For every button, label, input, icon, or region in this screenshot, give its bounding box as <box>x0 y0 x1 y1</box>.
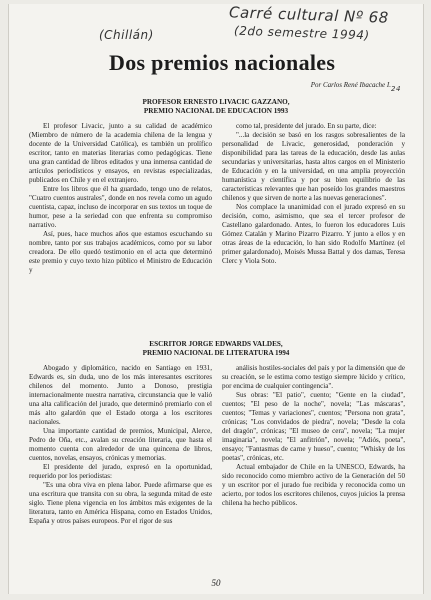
paragraph: Una importante cantidad de premios, Municipal, Alerce, Pedro de Oña, etc., avalan su creación literaria, que hasta el momento cuenta con alrededor de una quincena de libros, cuentos, novelas, ensayos, crónicas y memorias. <box>29 427 212 462</box>
paragraph: Abogado y diplomático, nacido en Santiago en 1931, Edwards es, sin duda, uno de los más interesantes escritores chilenos del momento. Junto a Donoso, prestigia internacionalmente nuestra narrativa, circunstancia que le valió una alta calificación del jurado, que determinó premiarlo con el más alto galardón que el Estado otorga a los escritores nacionales. <box>29 364 212 426</box>
section1-right-column <box>222 122 405 266</box>
section2-heading-line2: PREMIO NACIONAL DE LITERATURA 1994 <box>142 349 290 357</box>
article-byline: Por Carlos René Ibacache I. <box>310 81 391 89</box>
article-title: Dos premios nacionales <box>109 50 336 75</box>
section2-heading-line1: ESCRITOR JORGE EDWARDS VALDES, <box>149 340 283 348</box>
paragraph: Sus obras: "El patio", cuento; "Gente en la ciudad", cuentos; "El peso de la noche", novela; "Las máscaras", cuentos; "Temas y variaciones", cuentos; "Persona non grata", crónicas; "Los convidados de piedra", novela; "Desde la cola del dragón", crónicas; "El museo de cera", novela; "La mujer imaginaria", novela; "El anfitrión", novela; "Adiós, poeta", ensayo; "Fantasmas de carne y hueso", cuento; "Whisky de los poetas", crónicas, etc. <box>222 391 405 462</box>
paragraph: Entre los libros que él ha guardado, tengo uno de relatos, "Cuatro cuentos australes", donde en nos revela como un agudo cuentista, capaz, incluso de incorporar en sus textos un toque de humor, pese a la seriedad con que enfrenta su compromiso narrativo. <box>29 185 212 229</box>
section2-right-column <box>222 364 405 508</box>
section2-left-column <box>29 364 212 526</box>
handwritten-city-note: (Chillán) <box>99 28 154 42</box>
page-number: 50 <box>211 578 221 588</box>
handwritten-mark: 24 <box>391 85 401 93</box>
section2-heading <box>9 340 423 358</box>
section1-heading-line2: PREMIO NACIONAL DE EDUCACION 1993 <box>143 107 289 115</box>
paragraph: El presidente del jurado, expresó en la oportunidad, requerido por los periodistas: <box>29 463 212 480</box>
paragraph: Así, pues, hace muchos años que estamos escuchando su nombre, tanto por sus trabajos académicos, como por su labor creadora. De ello quedó testimonio en el acta que determinó este premio y cuyo texto hizo público el Ministro de Educación y <box>29 230 212 274</box>
paragraph: "Es una obra viva en plena labor. Puede afirmarse que es una escritura que transita con su obra, la segunda mitad de este siglo. Tiene plena vigencia en los ámbitos más exigentes de la literatura, tanto en América Hispana, como en Estados Unidos, España y otros países europeos. Por el rigor de sus <box>29 481 212 525</box>
handwritten-source-note: Carré cultural Nº 68 <box>228 3 390 27</box>
paragraph: Nos complace la unanimidad con el jurado expresó en su decisión, como, asimismo, que sea el tercer profesor de Castellano galardonado. Antes, lo fueron los educadores Luis Gómez Catalán y Marino Pizarro Pizarro. Y junto a ellos y en otras áreas de la educación, lo han sido Rodolfo Martínez (el primer galardonado), Moisés Mussa Battal y dos damas, Teresa Clerc y Viola Soto. <box>222 203 405 265</box>
section1-left-column <box>29 122 212 275</box>
magazine-page <box>8 4 424 594</box>
paragraph: análisis hostiles-sociales del país y por la dimensión que de su creación, se le estima como testigo siempre lúcido y crítico, por encima de cualquier contingencia". <box>222 364 405 390</box>
paragraph: Actual embajador de Chile en la UNESCO, Edwards, ha sido reconocido como miembro activo de la Generación del 50 y un escritor por el jurado fue recibida y reconocida como un acierto, por todos los escritores chilenos, cuyos juicios la prensa chilena ha hecho públicos. <box>222 463 405 507</box>
section1-heading <box>9 98 423 116</box>
paragraph: como tal, presidente del jurado. En su parte, dice: <box>236 122 377 130</box>
handwritten-date-note: (2do semestre 1994) <box>233 23 370 43</box>
section1-heading-line1: PROFESOR ERNESTO LIVACIC GAZZANO, <box>142 98 290 106</box>
paragraph: "...la decisión se basó en los rasgos sobresalientes de la personalidad de Livacic, generosidad, ponderación y disponibilidad para las tareas de la educación, desde las aulas secundarias y universitarias, hasta altos cargos en el Ministerio de Educación y en la universidad, en una amplia proyección humanística y científica y por su bien equilibrio de las características relevantes que han poseído los grandes maestros chilenos y que sirven de norte a las nuevas generaciones". <box>222 131 405 202</box>
paragraph: El profesor Livacic, junto a su calidad de académico (Miembro de número de la academia chilena de la lengua y docente de la Universidad Católica), es también un prolífico escritor, tanto en materias literarias como pedagógicas. Tiene una gran cantidad de libros editados y una inmensa cantidad de artículos periodísticos y ensayos, en revistas especializadas, publicados en Chile y en el extranjero. <box>29 122 212 184</box>
